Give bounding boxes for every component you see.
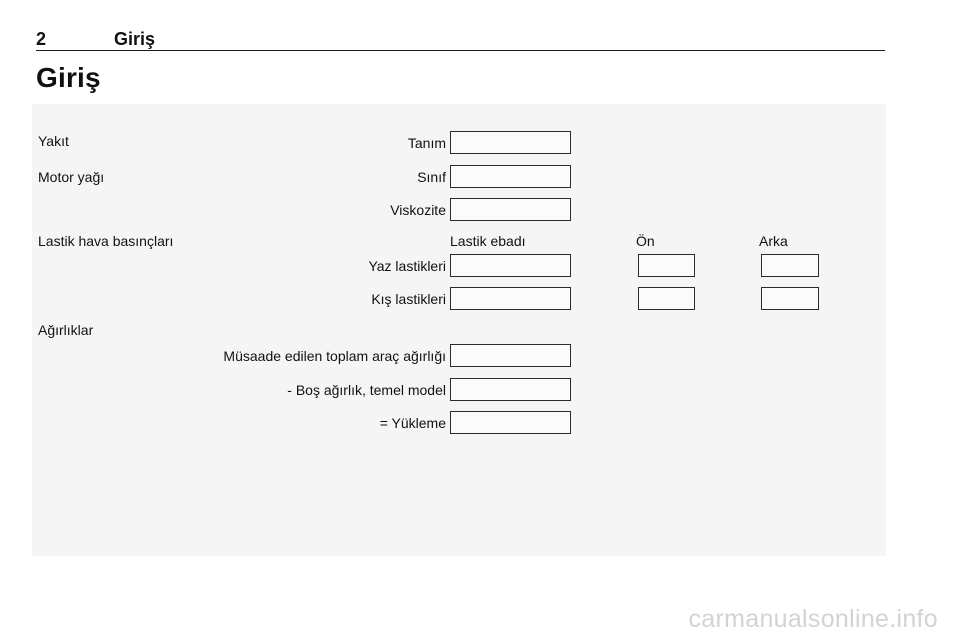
page-header (36, 29, 885, 51)
summer-rear-pressure-field[interactable] (761, 254, 819, 277)
section-title: Giriş (36, 62, 101, 93)
tyre-size-column-header: Lastik ebadı (450, 233, 526, 249)
summer-tyre-size-field[interactable] (450, 254, 571, 277)
winter-tyre-size-field[interactable] (450, 287, 571, 310)
page-number: 2 (36, 29, 47, 49)
rear-column-header: Arka (759, 233, 788, 249)
oil-viscosity-label: Viskozite (390, 202, 446, 218)
running-title: Giriş (114, 29, 156, 49)
winter-rear-pressure-field[interactable] (761, 287, 819, 310)
empty-weight-field[interactable] (450, 378, 571, 401)
fuel-type-field[interactable] (450, 131, 571, 154)
tyre-pressure-group-label: Lastik hava basınçları (38, 233, 174, 249)
watermark: carmanualsonline.info (688, 605, 938, 633)
engine-oil-group-label: Motor yağı (38, 169, 105, 185)
oil-class-field[interactable] (450, 165, 571, 188)
winter-front-pressure-field[interactable] (638, 287, 695, 310)
fuel-type-label: Tanım (407, 135, 446, 151)
oil-class-label: Sınıf (417, 169, 446, 185)
empty-weight-label: - Boş ağırlık, temel model (287, 382, 446, 398)
front-column-header: Ön (636, 233, 655, 249)
oil-viscosity-field[interactable] (450, 198, 571, 221)
summer-tyres-label: Yaz lastikleri (368, 258, 446, 274)
gross-weight-field[interactable] (450, 344, 571, 367)
payload-field[interactable] (450, 411, 571, 434)
fuel-group-label: Yakıt (38, 133, 69, 149)
summer-front-pressure-field[interactable] (638, 254, 695, 277)
payload-label: = Yükleme (379, 415, 446, 431)
weights-group-label: Ağırlıklar (38, 322, 94, 338)
winter-tyres-label: Kış lastikleri (371, 291, 446, 307)
vehicle-data-form (32, 104, 886, 556)
gross-weight-label: Müsaade edilen toplam araç ağırlığı (223, 348, 446, 364)
